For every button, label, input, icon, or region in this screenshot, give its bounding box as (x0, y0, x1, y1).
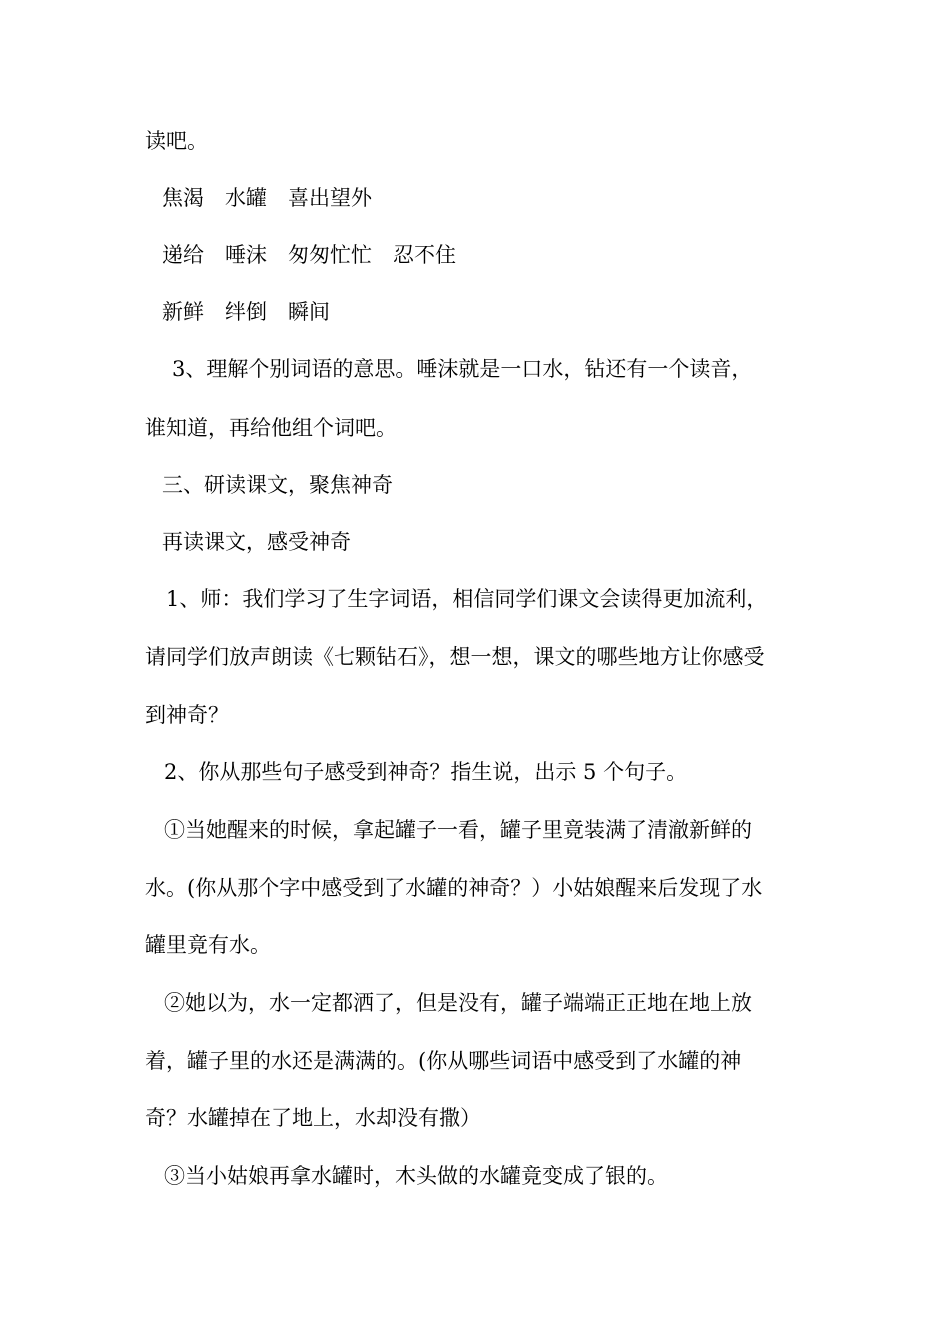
text-line: 请同学们放声朗读《七颗钻石》，想一想，课文的哪些地方让你感受 (145, 645, 765, 669)
vocab-line: 焦渴 水罐 喜出望外 (162, 186, 372, 210)
text-line: 读吧。 (145, 129, 208, 153)
text-line: 1、师：我们学习了生字词语，相信同学们课文会读得更加流利， (166, 587, 768, 611)
text-line: 着，罐子里的水还是满满的。(你从哪些词语中感受到了水罐的神 (145, 1049, 742, 1073)
text-line: 罐里竟有水。 (145, 933, 271, 957)
vocab-line: 递给 唾沫 匆匆忙忙 忍不住 (162, 243, 456, 267)
text-line: 到神奇？ (145, 703, 229, 727)
section-heading: 三、研读课文，聚焦神奇 (162, 473, 393, 497)
text-line: 奇？水罐掉在了地上，水却没有撒） (145, 1106, 481, 1130)
text-line: 谁知道，再给他组个词吧。 (145, 416, 397, 440)
text-line: 2、你从那些句子感受到神奇？指生说，出示 5 个句子。 (164, 760, 688, 784)
text-line: ②她以为，水一定都洒了，但是没有，罐子端端正正地在地上放 (164, 991, 752, 1015)
text-line: 水。(你从那个字中感受到了水罐的神奇？）小姑娘醒来后发现了水 (145, 876, 763, 900)
vocab-line: 新鲜 绊倒 瞬间 (162, 300, 330, 324)
text-line: ③当小姑娘再拿水罐时，木头做的水罐竟变成了银的。 (164, 1164, 668, 1188)
text-line: ①当她醒来的时候，拿起罐子一看，罐子里竟装满了清澈新鲜的 (164, 818, 752, 842)
text-line: 3、理解个别词语的意思。唾沫就是一口水，钻还有一个读音， (172, 357, 753, 381)
sub-heading: 再读课文，感受神奇 (162, 530, 351, 554)
